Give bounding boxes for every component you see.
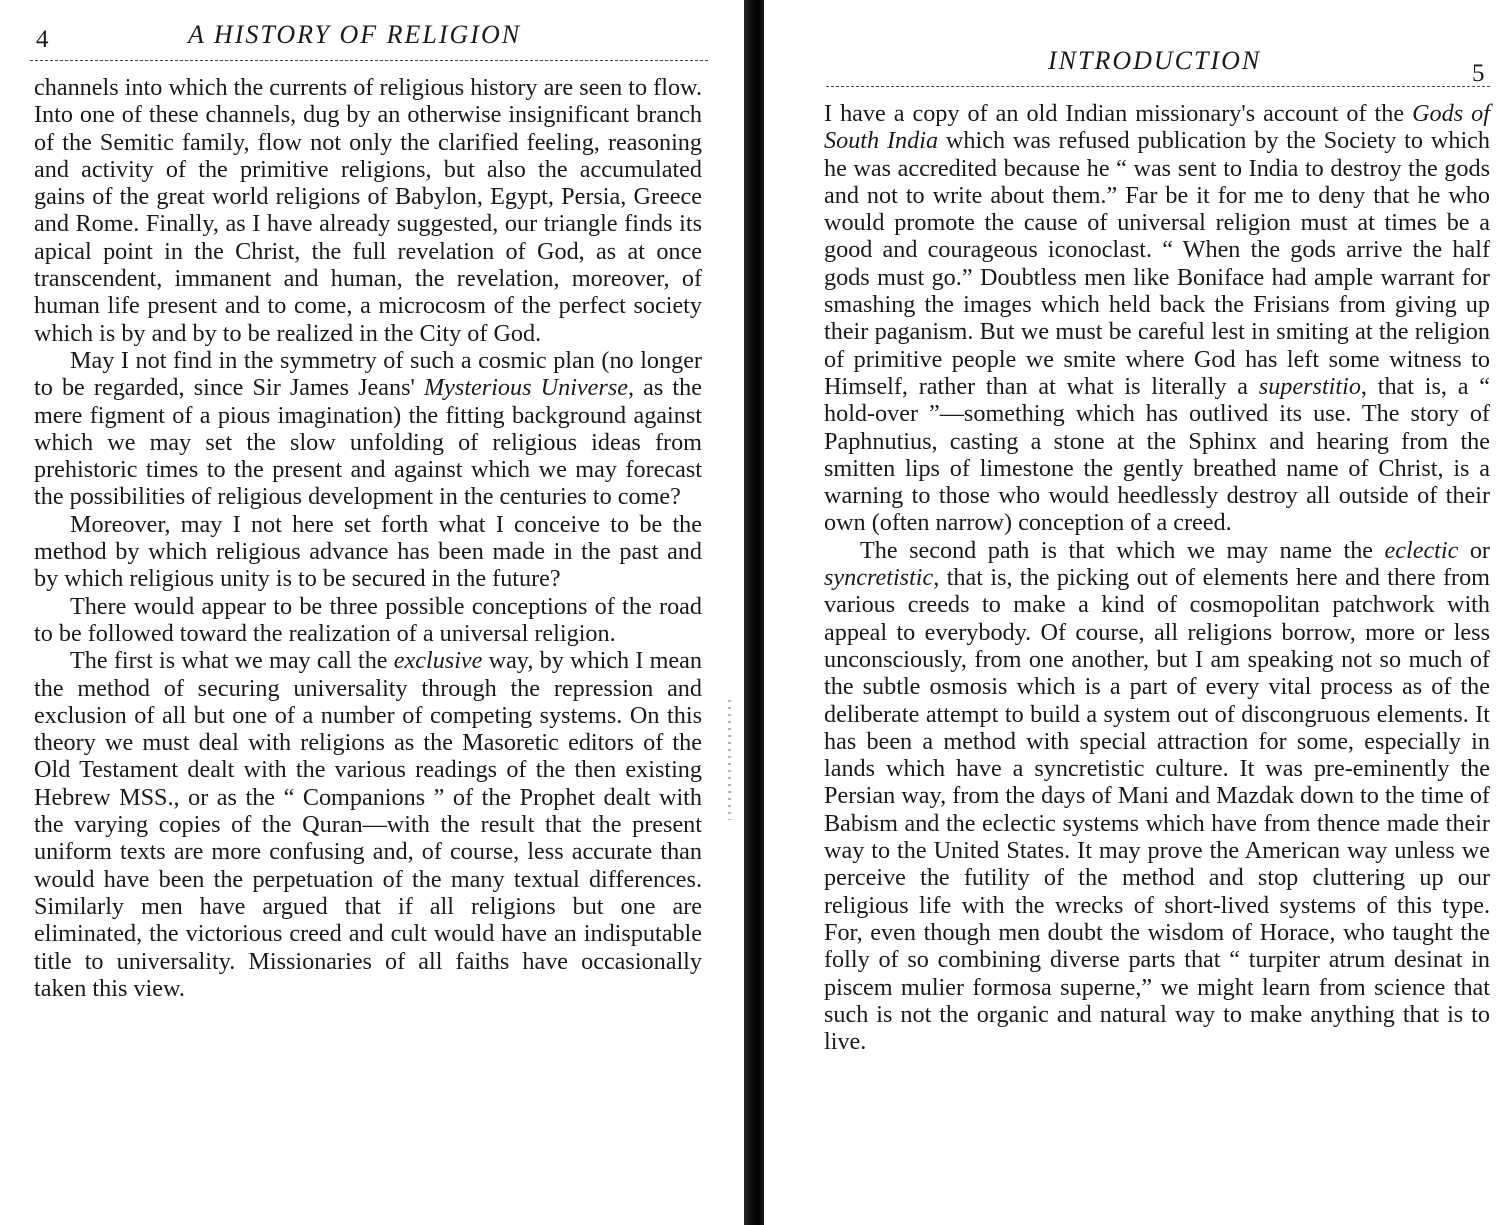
left-page [0, 0, 744, 1225]
right-header-rule [826, 86, 1490, 87]
left-body-text [34, 74, 702, 1002]
paragraph: Moreover, may I not here set forth what I conceive to be the method by which religious advance has been made in the past and by which religious unity is to be secured in the future? [34, 510, 702, 593]
scan-speckle [728, 700, 731, 820]
left-page-number: 4 [36, 26, 49, 53]
left-running-head: A HISTORY OF RELIGION [188, 20, 522, 49]
book-gutter [744, 0, 764, 1225]
paragraph: The first is what we may call the exclusive way, by which I mean the method of securing universality through the repression and exclusion of all but one of a number of competing systems. On this theory we must deal with religions as the Masoretic editors of the Old Testament dealt with the various readings of the then existing Hebrew MSS., or as the “ Companions ” of the Prophet dealt with the varying copies of the Quran—with the result that the present uniform texts are more confusing and, of course, less accurate than would have been the perpetuation of the many textual differences. Similarly men have argued that if all religions but one are eliminated, the victorious creed and cult would have an indisputable title to universality. Missionaries of all faiths have occasionally taken this view. [34, 647, 702, 1002]
paragraph: May I not find in the symmetry of such a cosmic plan (no longer to be regarded, since Sir James Jeans' Mysterious Universe, as the mere figment of a pious imagination) the fitting background against which we may set the slow unfolding of religious ideas from prehistoric times to the present and against which we may forecast the possibilities of religious development in the centuries to come? [34, 346, 702, 511]
paragraph: I have a copy of an old Indian missionary's account of the Gods of South India which was refused publication by the Society to which he was accredited because he “ was sent to India to destroy the gods and not to write about them.” Far be it for me to deny that he who would promote the cause of universal religion must at times be a good and courageous iconoclast. “ When the gods arrive the half gods must go.” Doubtless men like Boniface had ample warrant for smashing the images which held back the Frisians from giving up their paganism. But we must be careful lest in smiting at the religion of primitive people we smite where God has left some witness to Himself, rather than at what is literally a superstitio, that is, a “ hold-over ”—something which has outlived its use. The story of Paphnutius, casting a stone at the Sphinx and hearing from the smitten lips of limestone the gently breathed name of Christ, is a warning to those who would heedlessly destroy all outside of their own (often narrow) conception of a creed. [824, 100, 1490, 537]
paragraph: There would appear to be three possible conceptions of the road to be followed toward the realization of a universal religion. [34, 592, 702, 647]
right-running-head: INTRODUCTION [1048, 46, 1262, 75]
right-body-text [824, 100, 1490, 1055]
paragraph: channels into which the currents of religious history are seen to flow. Into one of these channels, dug by an otherwise insignificant branch of the Semitic family, flow not only the clarified feeling, reasoning and activity of the primitive religions, but also the accumulated gains of the great world religions of Babylon, Egypt, Persia, Greece and Rome. Finally, as I have already suggested, our triangle finds its apical point in the Christ, the full revelation of God, as at once transcendent, immanent and human, the revelation, moreover, of human life present and to come, a microcosm of the perfect society which is by and by to be realized in the City of God. [34, 74, 702, 347]
right-page [764, 0, 1498, 1225]
left-header-rule [30, 60, 708, 61]
right-page-number: 5 [1472, 60, 1485, 87]
paragraph: The second path is that which we may name the eclectic or syncretistic, that is, the picking out of elements here and there from various creeds to make a kind of cosmopolitan patchwork with appeal to everybody. Of course, all religions borrow, more or less unconsciously, from one another, but I am speaking not so much of the subtle osmosis which is a part of every vital process as of the deliberate attempt to build a system out of discongruous elements. It has been a method with special attraction for some, especially in lands which have a syncretistic culture. It was pre-eminently the Persian way, from the days of Mani and Mazdak down to the time of Babism and the eclectic systems which have from thence made their way to the United States. It may prove the American way unless we perceive the futility of the method and stop cluttering up our religious life with the wrecks of short-lived systems of this type. For, even though men doubt the wisdom of Horace, who taught the folly of so combining diverse parts that “ turpiter atrum desinat in piscem mulier formosa superne,” we might learn from science that such is not the organic and natural way to make anything that is to live. [824, 536, 1490, 1056]
